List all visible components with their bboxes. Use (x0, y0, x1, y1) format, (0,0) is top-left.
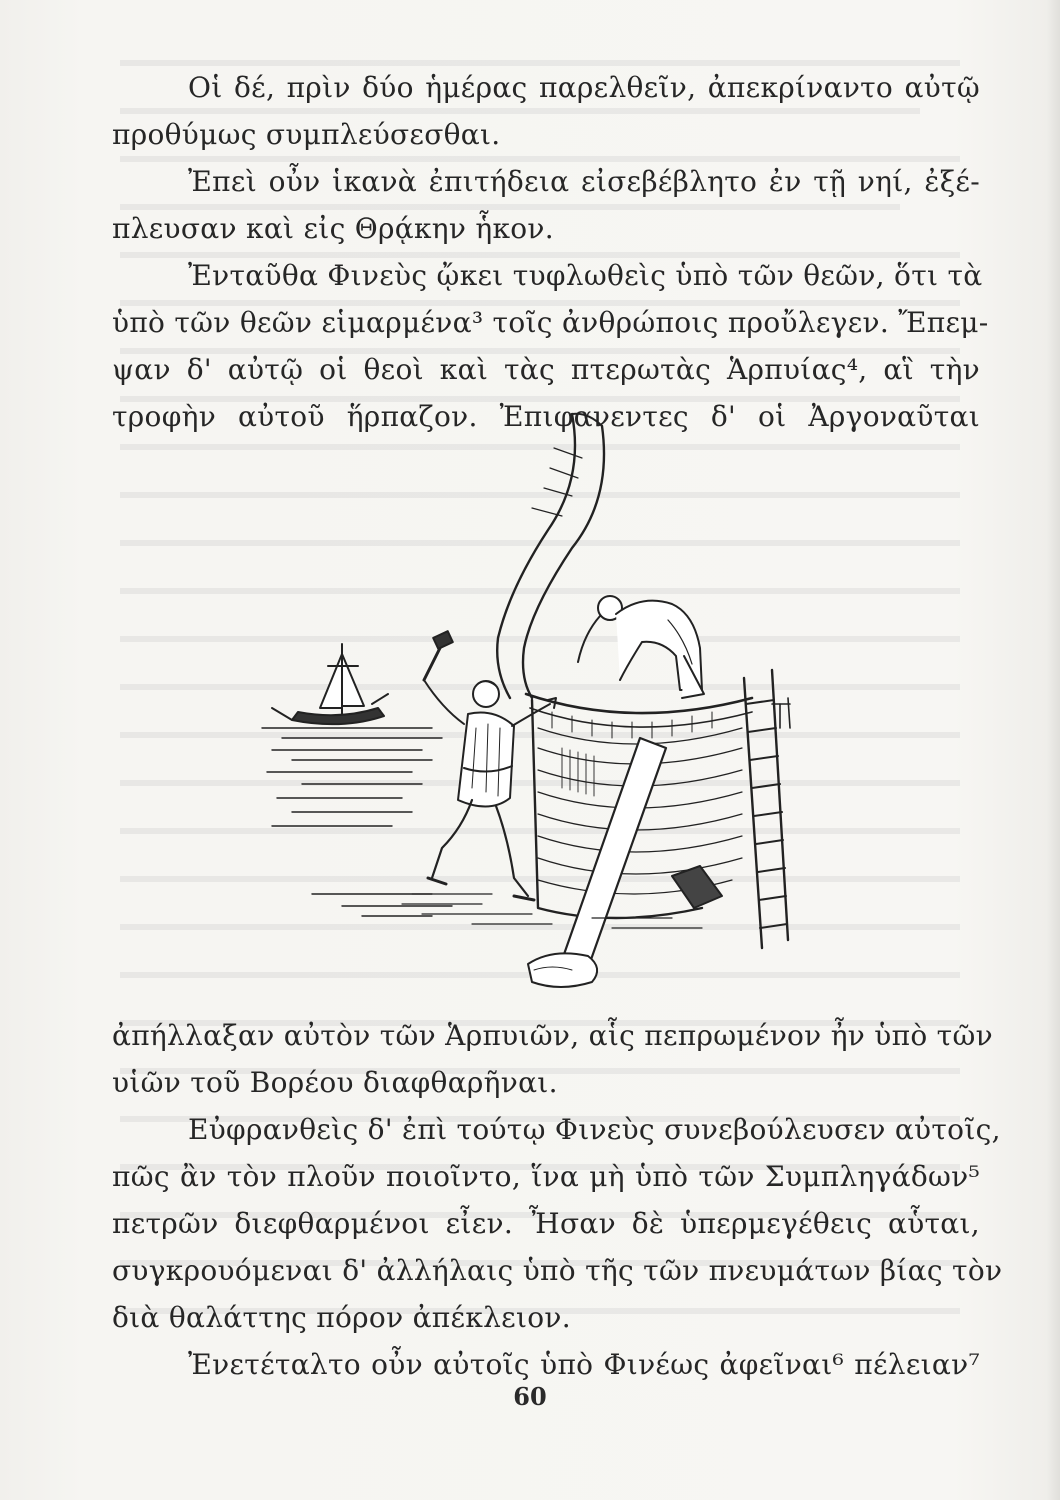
text-line: πλευσαν καὶ εἰς Θρᾴκην ἧκον. (112, 212, 554, 245)
text-line: προθύμως συμπλεύσεσθαι. (112, 118, 501, 151)
text-block-bottom (112, 1012, 1003, 1388)
text-line: Ἐνετέταλτο οὖν αὐτοῖς ὑπὸ Φινέως ἀφεῖναι⁶ πέλειαν⁷ (188, 1348, 980, 1381)
text-line: ὑπὸ τῶν θεῶν εἱμαρμένα³ τοῖς ἀνθρώποις προὔλεγεν. Ἔπεμ- (112, 306, 989, 339)
text-line: ἀπήλλαξαν αὐτὸν τῶν Ἁρπυιῶν, αἷς πεπρωμένον ἦν ὑπὸ τῶν (112, 1019, 993, 1052)
text-line: τροφὴν αὐτοῦ ἥρπαζον. Ἐπιφανεντες δ' οἱ Ἀργοναῦται (112, 400, 980, 433)
text-line: Οἱ δέ, πρὶν δύο ἡμέρας παρελθεῖν, ἀπεκρίναντο αὐτῷ (188, 71, 980, 104)
text-line: διὰ θαλάττης πόρον ἀπέκλειον. (112, 1301, 571, 1334)
shipbuilding-illustration-icon (232, 408, 792, 996)
wooden-block-icon (672, 866, 722, 908)
text-line: πῶς ἂν τὸν πλοῦν ποιοῖντο, ἵνα μὴ ὑπὸ τῶν Συμπληγάδων⁵ (112, 1160, 980, 1193)
text-line: συγκρουόμεναι δ' ἀλλήλαις ὑπὸ τῆς τῶν πνευμάτων βίας τὸν (112, 1254, 1003, 1287)
page-number: 60 (513, 1382, 547, 1411)
text-line: πετρῶν διεφθαρμένοι εἶεν. Ἦσαν δὲ ὑπερμεγέθεις αὗται, (112, 1207, 980, 1240)
worker-on-hull-icon (578, 596, 704, 698)
stone-icon (528, 953, 597, 987)
text-line: ψαν δ' αὐτῷ οἱ θεοὶ καὶ τὰς πτερωτὰς Ἁρπυίας⁴, αἳ τὴν (112, 353, 980, 386)
ship-prow-icon (497, 414, 604, 698)
text-block-top (112, 64, 989, 440)
text-line: υἱῶν τοῦ Βορέου διαφθαρῆναι. (112, 1066, 558, 1099)
page-edge-shadow (1046, 0, 1060, 1500)
text-line: Εὐφρανθεὶς δ' ἐπὶ τούτῳ Φινεὺς συνεβούλευσεν αὐτοῖς, (188, 1113, 1001, 1146)
sea-lines (262, 728, 452, 916)
distant-ship-icon (272, 644, 388, 724)
text-line: Ἐπεὶ οὖν ἱκανὰ ἐπιτήδεια εἰσεβέβλητο ἐν τῇ νηί, ἐξέ- (188, 165, 980, 198)
text-line: Ἐνταῦθα Φινεὺς ᾤκει τυφλωθεὶς ὑπὸ τῶν θεῶν, ὅτι τὰ (188, 259, 983, 292)
